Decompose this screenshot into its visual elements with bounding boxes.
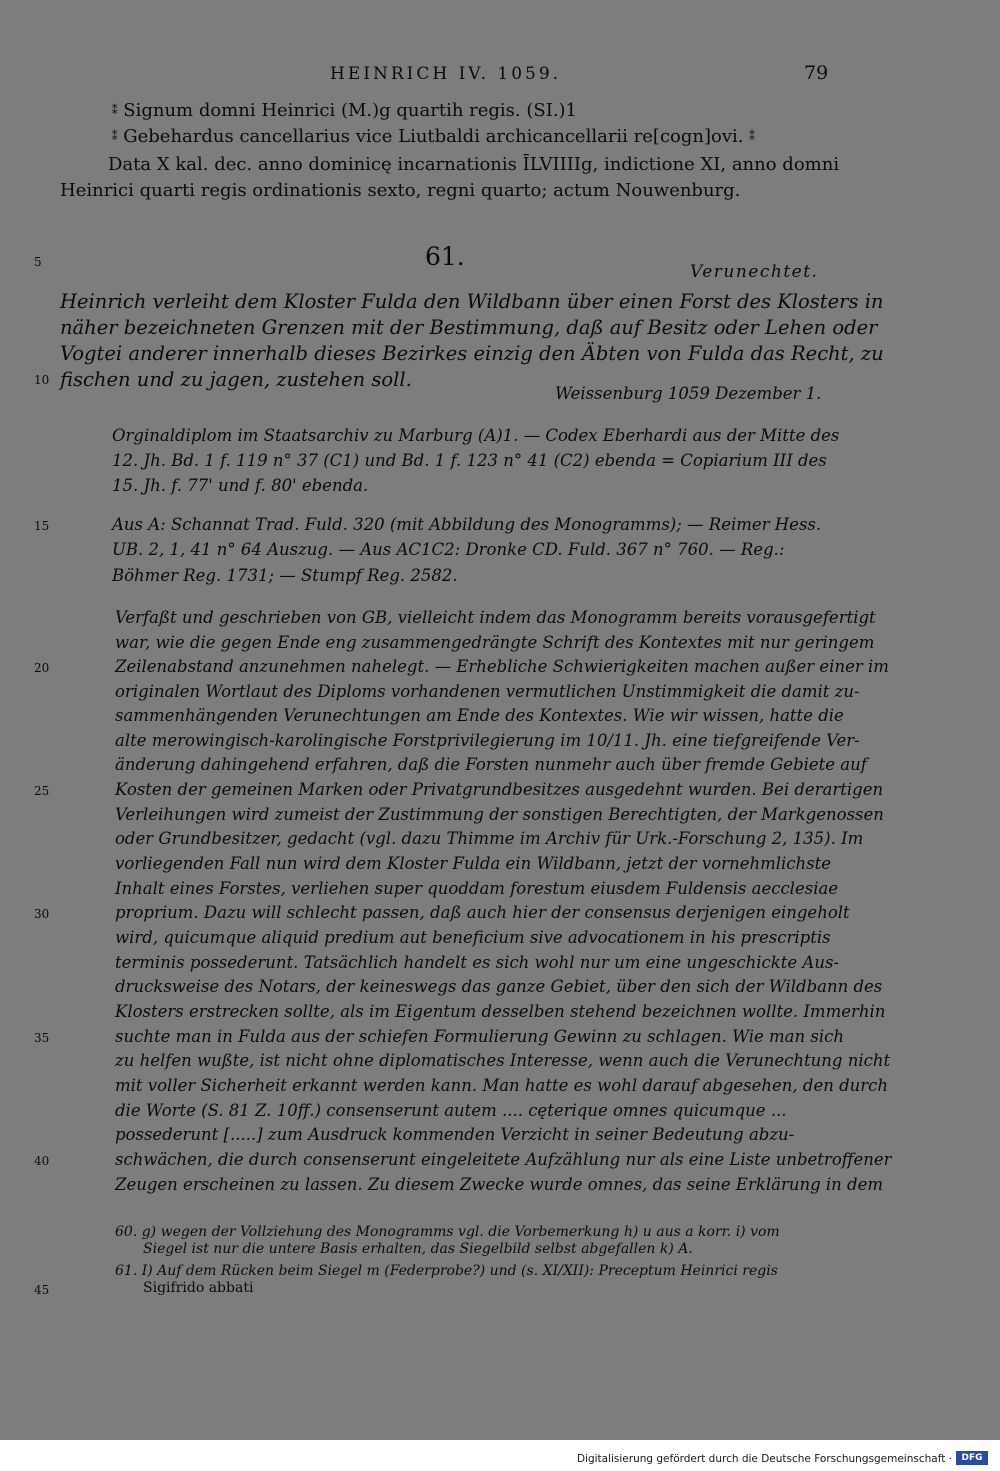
commentary-line: schwächen, die durch consenserunt eingeleitete Aufzählung nur als eine Liste unbetroffener [115,1150,892,1169]
line-number: 35 [34,1031,50,1045]
regest-line: näher bezeichneten Grenzen mit der Bestimmung, daß auf Besitz oder Lehen oder [60,316,878,339]
line-number: 10 [34,373,50,387]
commentary-line: war, wie die gegen Ende eng zusammengedrängte Schrift des Kontextes mit nur geringem [115,633,875,652]
commentary-line: possederunt [.....] zum Ausdruck kommenden Verzicht in seiner Bedeutung abzu- [115,1125,795,1144]
regest-line: Vogtei anderer innerhalb dieses Bezirkes einzig den Äbten von Fulda das Recht, zu [60,342,884,365]
cross-icon: ⁑ [749,130,755,143]
commentary-line: proprium. Dazu will schlecht passen, daß auch hier der consensus derjenigen eingeholt [115,903,850,922]
document-number: 61. [425,242,465,271]
line-number: 40 [34,1154,50,1168]
line-number: 5 [34,255,42,269]
tradition-line: 15. Jh. f. 77' und f. 80' ebenda. [112,476,369,495]
commentary-line: Klosters erstrecken sollte, als im Eigentum desselben stehend bezeichnen wollte. Immerhin [115,1002,886,1021]
footnote-line: 61. I) Auf dem Rücken beim Siegel m (Federprobe?) und (s. XI/XII): Preceptum Heinrici regis [115,1263,778,1279]
dating-line: Data X kal. dec. anno dominicę incarnationis ĪLVIIIIg, indictione XI, anno domni [108,154,840,175]
commentary-line: alte merowingisch-karolingische Forstprivilegierung im 10/11. Jh. eine tiefgreifende Ver- [115,731,860,750]
footnote-line: Sigifrido abbati [143,1280,254,1296]
commentary-line: Kosten der gemeinen Marken oder Privatgrundbesitzes ausgedehnt wurden. Bei derartigen [115,780,884,799]
edition-line: Aus A: Schannat Trad. Fuld. 320 (mit Abbildung des Monogramms); — Reimer Hess. [112,515,822,534]
commentary-line: Inhalt eines Forstes, verliehen super quoddam forestum eiusdem Fuldensis aecclesiae [115,879,839,898]
recognition-line: ⁑ Gebehardus cancellarius vice Liutbaldi archicancellarii re[cogn]ovi. ⁑ [112,126,755,147]
line-number: 45 [34,1283,50,1297]
signum-line: ⁑ Signum domni Heinrici (M.)g quartih regis. (SI.)1 [112,100,578,121]
footnote-line: Siegel ist nur die untere Basis erhalten, das Siegelbild selbst abgefallen k) A. [143,1241,693,1257]
commentary-line: terminis possederunt. Tatsächlich handelt es sich wohl nur um eine ungeschickte Aus- [115,953,839,972]
cross-icon: ⁑ [112,130,118,143]
page-number: 79 [804,62,829,84]
footer-bar [0,1440,1000,1471]
line-number: 20 [34,661,50,675]
commentary-line: die Worte (S. 81 Z. 10ff.) consenserunt autem .... cęterique omnes quicumque ... [115,1101,787,1120]
commentary-line: Zeilenabstand anzunehmen nahelegt. — Erhebliche Schwierigkeiten machen außer einer im [115,657,889,676]
line-number: 30 [34,907,50,921]
commentary-line: wird, quicumque aliquid predium aut beneficium sive advocationem in his prescriptis [115,928,831,947]
cross-icon: ⁑ [112,104,118,117]
commentary-line: Verfaßt und geschrieben von GB, vielleicht indem das Monogramm bereits vorausgefertigt [115,608,876,627]
commentary-line: zu helfen wußte, ist nicht ohne diplomatisches Interesse, wenn auch die Verunechtung nicht [115,1051,891,1070]
line-number: 15 [34,519,50,533]
funding-credit: Digitalisierung gefördert durch die Deutsche Forschungsgemeinschaft · [576,1453,952,1465]
commentary-line: änderung dahingehend erfahren, daß die Forsten nunmehr auch über fremde Gebiete auf [115,755,867,774]
edition-line: Böhmer Reg. 1731; — Stumpf Reg. 2582. [112,566,458,585]
commentary-line: Zeugen erscheinen zu lassen. Zu diesem Zwecke wurde omnes, das seine Erklärung in dem [115,1175,884,1194]
commentary-line: drucksweise des Notars, der keineswegs das ganze Gebiet, über den sich der Wildbann des [115,977,883,996]
commentary-line: oder Grundbesitzer, gedacht (vgl. dazu Thimme im Archiv für Urk.-Forschung 2, 135). Im [115,829,864,848]
dfg-logo: DFG [956,1451,988,1465]
commentary-line: Verleihungen wird zumeist der Zustimmung der sonstigen Berechtigten, der Markgenossen [115,805,884,824]
running-head: HEINRICH IV. 1059. [330,64,562,84]
tradition-line: 12. Jh. Bd. 1 f. 119 n° 37 (C1) und Bd. 1 f. 123 n° 41 (C2) ebenda = Copiarium III des [112,451,827,470]
place-date: Weissenburg 1059 Dezember 1. [555,384,822,403]
commentary-line: vorliegenden Fall nun wird dem Kloster Fulda ein Wildbann, jetzt der vornehmlichste [115,854,832,873]
edition-line: UB. 2, 1, 41 n° 64 Auszug. — Aus AC1C2: Dronke CD. Fuld. 367 n° 760. — Reg.: [112,540,785,559]
regest-line: fischen und zu jagen, zustehen soll. [60,368,412,391]
document-status: Verunechtet. [690,262,819,282]
commentary-line: sammenhängenden Verunechtungen am Ende des Kontextes. Wie wir wissen, hatte die [115,706,844,725]
tradition-line: Orginaldiplom im Staatsarchiv zu Marburg (A)1. — Codex Eberhardi aus der Mitte des [112,426,840,445]
commentary-line: originalen Wortlaut des Diploms vorhandenen vermutlichen Unstimmigkeit die damit zu- [115,682,860,701]
line-number: 25 [34,784,50,798]
dating-line-continued: Heinrici quarti regis ordinationis sexto, regni quarto; actum Nouwenburg. [60,180,741,201]
commentary-line: suchte man in Fulda aus der schiefen Formulierung Gewinn zu schlagen. Wie man sich [115,1027,844,1046]
footnote-line: 60. g) wegen der Vollziehung des Monogramms vgl. die Vorbemerkung h) u aus a korr. i) vom [115,1224,780,1240]
regest-line: Heinrich verleiht dem Kloster Fulda den Wildbann über einen Forst des Klosters in [60,290,884,313]
commentary-line: mit voller Sicherheit erkannt werden kann. Man hatte es wohl darauf abgesehen, den durch [115,1076,889,1095]
